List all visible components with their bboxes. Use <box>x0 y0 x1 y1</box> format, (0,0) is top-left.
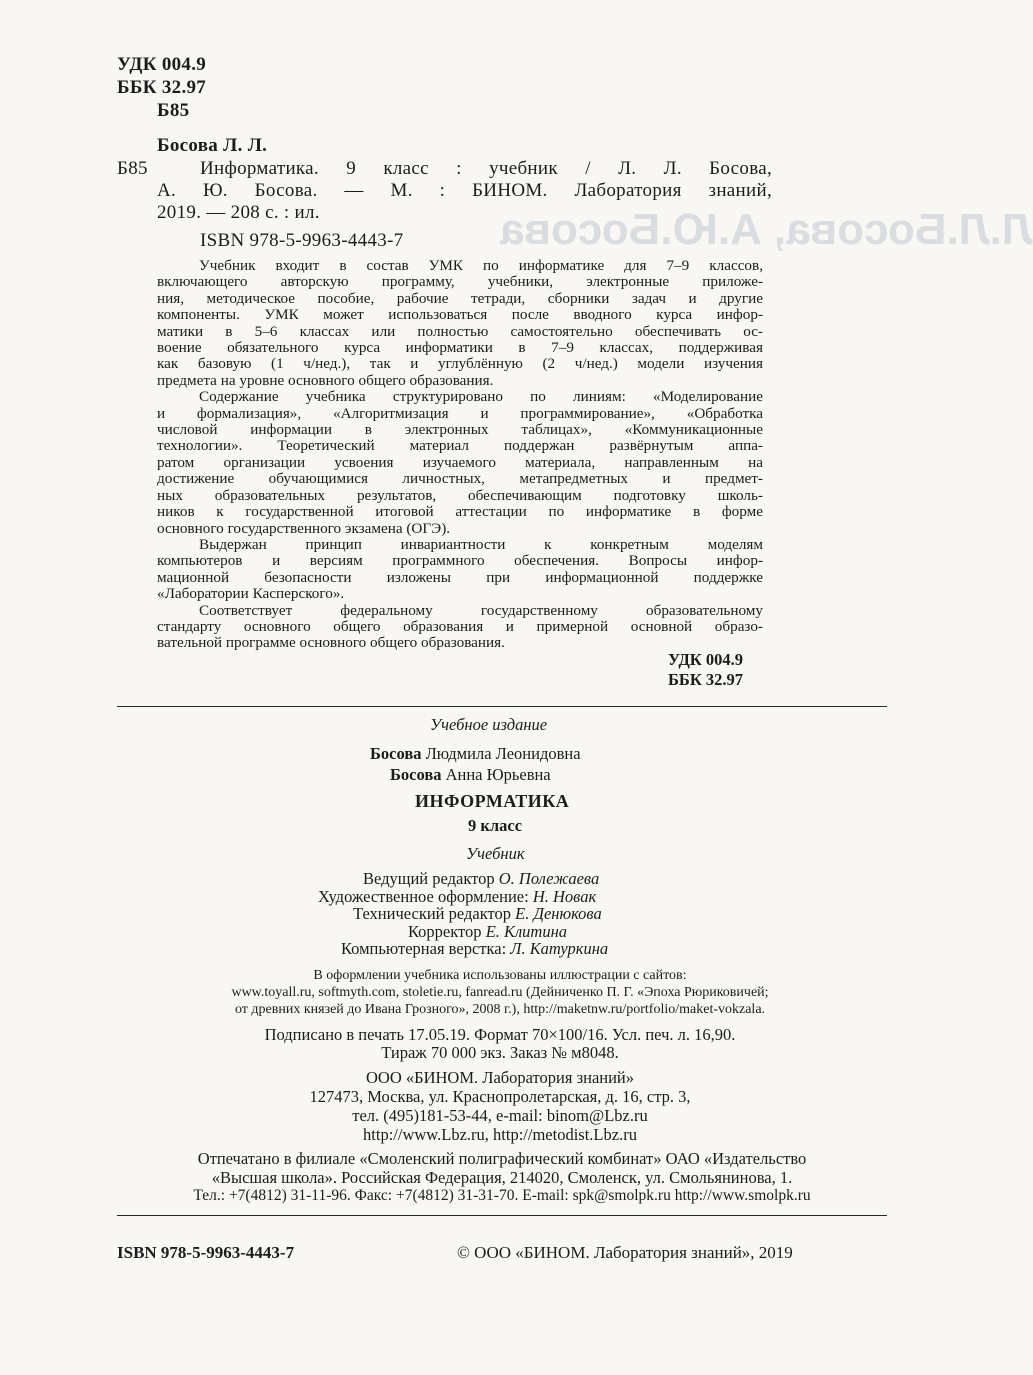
print-info <box>160 1026 840 1062</box>
catalog-code: Б85 <box>117 158 148 179</box>
print-info-line: Подписано в печать 17.05.19. Формат 70×100/16. Усл. печ. л. 16,90. <box>264 1025 736 1044</box>
publisher-line: тел. (495)181-53-44, e-mail: binom@Lbz.ru <box>352 1106 648 1125</box>
catalog-author: Босова Л. Л. <box>157 135 268 156</box>
catalog-description-line: А. Ю. Босова. — М. : БИНОМ. Лаборатория знаний, <box>157 180 772 201</box>
credit-editor: Ведущий редактор О. Полежаева <box>363 869 600 888</box>
illustration-credits <box>160 967 840 1018</box>
annotation-line: ния, методическое пособие, рабочие тетради, сборники задач и другие <box>157 289 763 307</box>
credit-tech-editor: Технический редактор Е. Денюкова <box>353 904 602 923</box>
udk-top: УДК 004.9 <box>117 54 207 75</box>
footer-isbn: ISBN 978-5-9963-4443-7 <box>117 1243 295 1262</box>
annotation-line: Содержание учебника структурировано по линиям: «Моделирование <box>199 388 763 406</box>
credit-layout: Компьютерная верстка: Л. Катуркина <box>341 939 609 958</box>
author-2 <box>390 766 551 784</box>
annotation-line: компоненты. УМК может использоваться после вводного курса инфор- <box>157 306 763 324</box>
annotation-line: мационной безопасности изложены при информационной поддержке <box>157 568 763 586</box>
illustration-line: В оформлении учебника использованы иллюстрации с сайтов: <box>313 968 687 983</box>
annotation-line: Учебник входит в состав УМК по информатике для 7–9 классов, <box>199 257 763 274</box>
annotation-line: стандарту основного общего образования и примерной основной образо- <box>157 617 763 635</box>
bbk-bottom: ББК 32.97 <box>668 670 744 689</box>
author-given-name: Людмила Леонидовна <box>421 744 581 763</box>
printer-line: «Высшая школа». Российская Федерация, 214020, Смоленск, ул. Смольянинова, 1. <box>211 1167 793 1187</box>
edition-type: Учебное издание <box>430 715 548 734</box>
catalog-description <box>157 158 772 224</box>
bbk-top: ББК 32.97 <box>117 77 207 98</box>
catalog-description-line: Информатика. 9 класс : учебник / Л. Л. Босова, <box>200 158 772 179</box>
printer-line: Отпечатано в филиале «Смоленский полиграфический комбинат» ОАО «Издательство <box>197 1149 807 1168</box>
annotation-line: и формализация», «Алгоритмизация и программирование», «Обработка <box>157 404 763 422</box>
publisher-line: ООО «БИНОМ. Лаборатория знаний» <box>365 1068 635 1087</box>
annotation-paragraph-1 <box>157 258 763 389</box>
publisher-line: http://www.Lbz.ru, http://metodist.Lbz.ru <box>363 1125 637 1144</box>
book-grade: 9 класс <box>468 816 523 835</box>
divider-bottom <box>117 1215 887 1216</box>
credits-list <box>300 870 700 958</box>
annotation-line: Выдержан принцип инвариантности к конкретным моделям <box>199 535 763 553</box>
annotation-line: включающего авторскую программу, учебники, электронные приложе- <box>157 273 763 291</box>
book-type: Учебник <box>466 844 525 863</box>
illustration-line: от древних князей до Ивана Грозного», 2008 г.), http://maketnw.ru/portfolio/maket-vokzala. <box>234 1002 766 1017</box>
annotation-block <box>157 258 763 652</box>
author-surname: Босова <box>390 765 442 784</box>
annotation-line: компьютеров и версиям программного обеспечения. Вопросы инфор- <box>157 552 763 570</box>
annotation-line: вательной программе основного общего образования. <box>157 634 505 652</box>
annotation-line: основного государственного экзамена (ОГЭ). <box>157 519 451 537</box>
annotation-line: числовой информации в электронных таблицах», «Коммуникационные <box>157 421 763 439</box>
credit-proofreader: Корректор Е. Клитина <box>408 921 568 941</box>
publisher-code-top: Б85 <box>157 100 190 121</box>
book-title: ИНФОРМАТИКА <box>415 791 570 811</box>
show-through-text: Л.Л.Босова, А.Ю.Босова <box>500 205 1033 254</box>
author-1 <box>370 745 581 763</box>
annotation-line: достижение обучающимися личностных, метапредметных и предмет- <box>157 470 763 488</box>
author-surname: Босова <box>370 744 422 763</box>
annotation-line: «Лаборатории Касперского». <box>157 585 345 603</box>
annotation-paragraph-3 <box>157 537 763 603</box>
publisher-info <box>200 1068 800 1144</box>
annotation-line: Соответствует федеральному государственному образовательному <box>199 601 763 619</box>
print-info-line: Тираж 70 000 экз. Заказ № м8048. <box>381 1043 619 1062</box>
footer-copyright: © ООО «БИНОМ. Лаборатория знаний», 2019 <box>457 1243 793 1262</box>
divider-top <box>117 706 887 707</box>
annotation-paragraph-4 <box>157 603 763 652</box>
printer-line: Тел.: +7(4812) 31-11-96. Факс: +7(4812) 31-31-70. E-mail: spk@smolpk.ru http://www.smolpk.ru <box>193 1187 811 1204</box>
printer-info <box>117 1150 887 1206</box>
catalog-description-line: 2019. — 208 с. : ил. <box>157 202 320 223</box>
annotation-line: ных образовательных результатов, обеспечивающим подготовку школь- <box>157 486 763 504</box>
annotation-line: как базовую (1 ч/нед.), так и углублённую (2 ч/нед.) модели изучения <box>157 355 763 373</box>
catalog-isbn: ISBN 978-5-9963-4443-7 <box>200 230 404 251</box>
publisher-line: 127473, Москва, ул. Краснопролетарская, д. 16, стр. 3, <box>309 1087 691 1106</box>
annotation-line: предмета на уровне основного общего образования. <box>157 371 494 389</box>
annotation-line: ников к государственной итоговой аттестации по информатике в форме <box>157 503 763 521</box>
author-given-name: Анна Юрьевна <box>441 765 551 784</box>
annotation-line: матики в 5–6 классах или полностью самостоятельно обеспечивать ос- <box>157 322 763 340</box>
credit-art: Художественное оформление: Н. Новак <box>318 886 597 906</box>
udk-bottom: УДК 004.9 <box>668 650 744 669</box>
annotation-line: ратом организации усвоения изучаемого материала, направленным на <box>157 453 763 471</box>
annotation-paragraph-2 <box>157 389 763 537</box>
illustration-line: www.toyall.ru, softmyth.com, stoletie.ru, fanread.ru (Дейниченко П. Г. «Эпоха Рюриковичей; <box>231 985 769 1000</box>
annotation-line: технологии». Теоретический материал поддержан развёрнутым аппа- <box>157 437 763 455</box>
annotation-line: воение обязательного курса информатики в 7–9 классах, поддерживая <box>157 339 763 357</box>
